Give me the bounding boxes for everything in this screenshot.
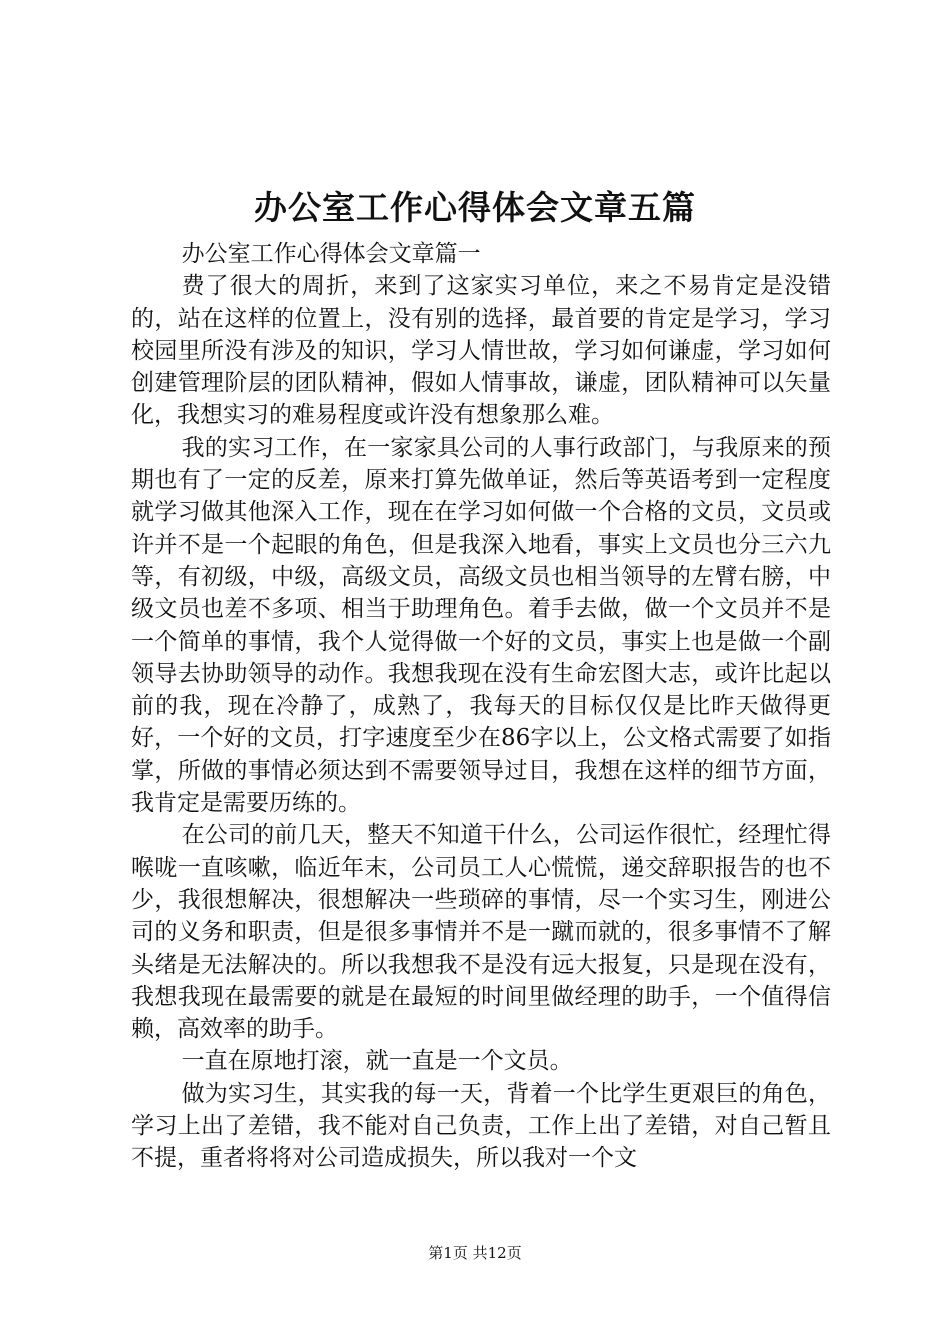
document-title: 办公室工作心得体会文章五篇 [254,188,696,227]
section-heading: 办公室工作心得体会文章篇一 [181,241,481,267]
paragraph-4: 一直在原地打滚，就一直是一个文员。 [181,1048,573,1075]
paragraph-3: 在公司的前几天，整天不知道干什么，公司运作很忙，经理忙得喉咙一直咳嗽，临近年末，公司员工人心慌慌，递交辞职报告的也不少，我很想解决，很想解决一些琐碎的事情，尽一个实习生，刚进公司的义务和职责，但是很多事情并不是一蹴而就的，很多事情不了解头绪是无法解决的。所以我想我不是没有远大报复，只是现在没有，我想我现在最需要的就是在最短的时间里做经理的助手，一个值得信赖，高效率的助手。 [131,822,831,1043]
page-number-footer: 第1页 共12页 [428,1244,522,1262]
paragraph-2: 我的实习工作，在一家家具公司的人事行政部门，与我原来的预期也有了一定的反差，原来打算先做单证，然后等英语考到一定程度就学习做其他深入工作，现在在学习如何做一个合格的文员，文员或许并不是一个起眼的角色，但是我深入地看，事实上文员也分三六九等，有初级，中级，高级文员，高级文员也相当领导的左臂右膀，中级文员也差不多项、相当于助理角色。着手去做，做一个文员并不是一个简单的事情，我个人觉得做一个好的文员，事实上也是做一个副领导去协助领导的动作。我想我现在没有生命宏图大志，或许比起以前的我，现在冷静了，成熟了，我每天的目标仅仅是比昨天做得更好，一个好的文员，打字速度至少在86字以上，公文格式需要了如指掌，所做的事情必须达到不需要领导过目，我想在这样的细节方面，我肯定是需要历练的。 [131,434,831,817]
paragraph-1: 费了很大的周折，来到了这家实习单位，来之不易肯定是没错的，站在这样的位置上，没有别的选择，最首要的肯定是学习，学习校园里所没有涉及的知识，学习人情世故，学习如何谦虚，学习如何创建管理阶层的团队精神，假如人情事故，谦虚，团队精神可以矢量化，我想实习的难易程度或许没有想象那么难。 [131,273,831,429]
paragraph-5: 做为实习生，其实我的每一天，背着一个比学生更艰巨的角色，学习上出了差错，我不能对自己负责，工作上出了差错，对自己暂且不提，重者将将对公司造成损失，所以我对一个文 [131,1080,831,1172]
document-body [131,238,831,1175]
